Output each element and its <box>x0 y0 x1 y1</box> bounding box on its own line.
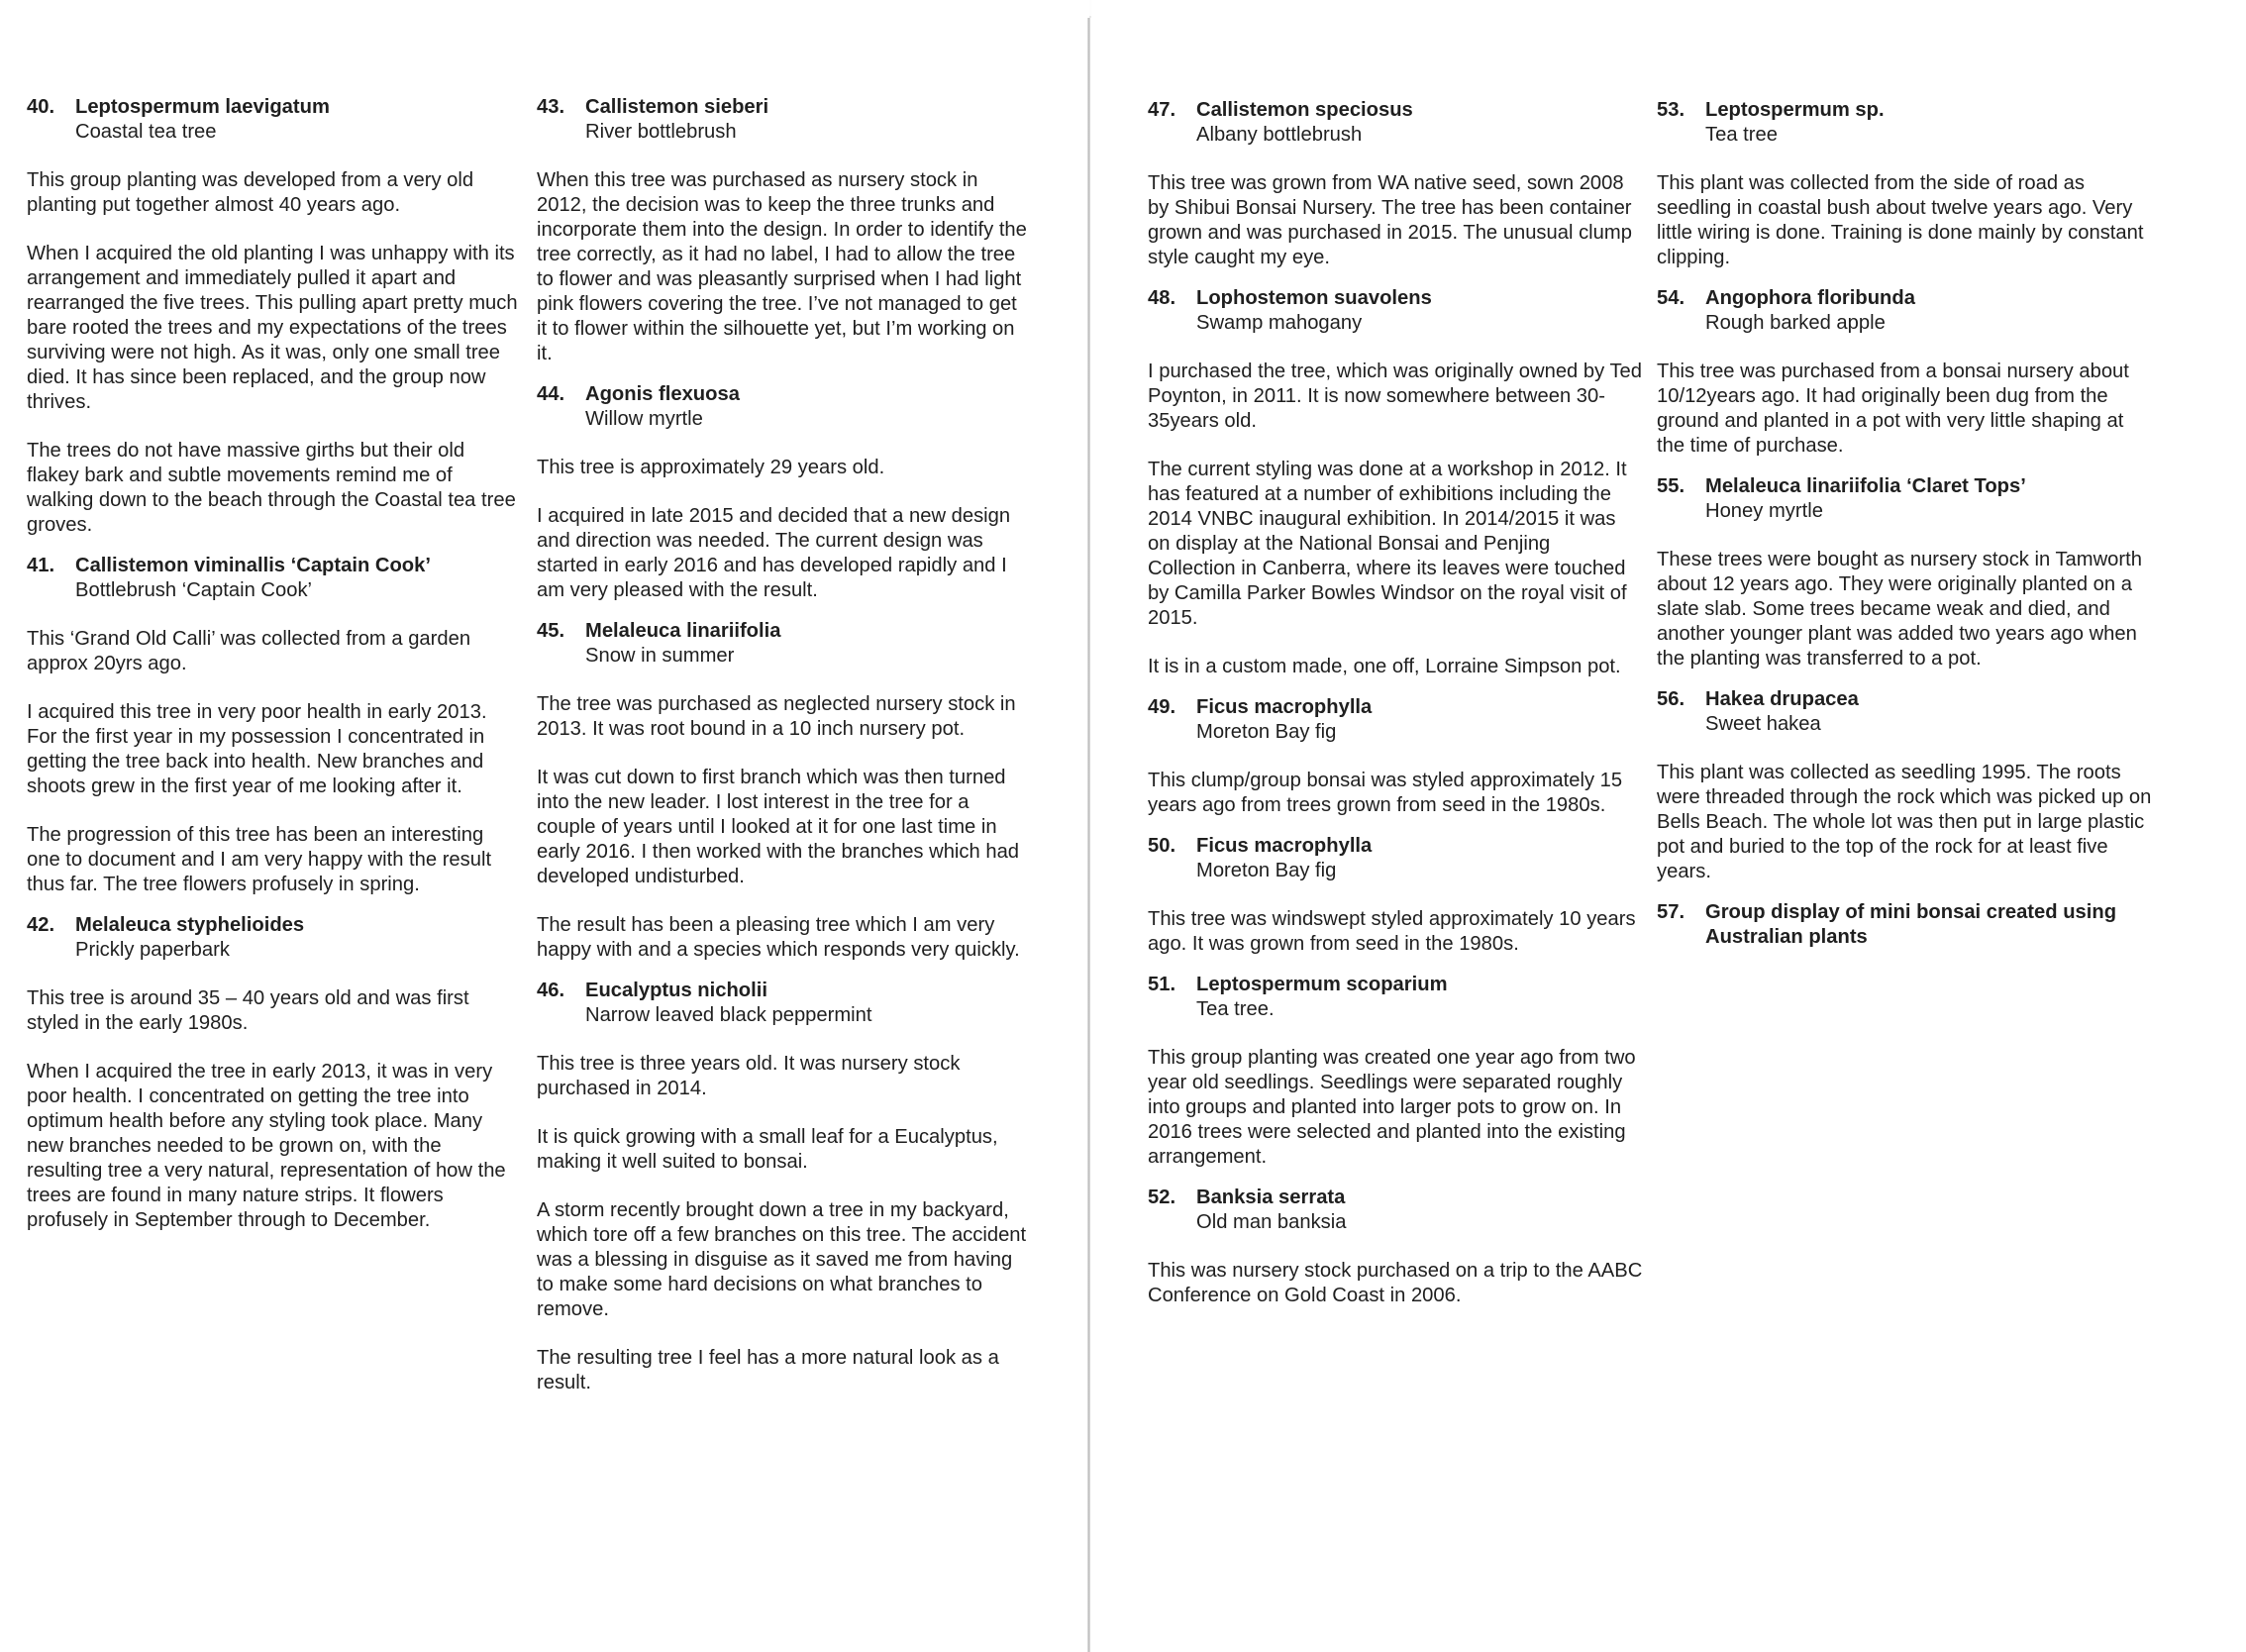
plant-entry <box>27 913 520 1233</box>
entry-number: 46. <box>537 980 565 1001</box>
common-name: Narrow leaved black peppermint <box>585 1004 872 1026</box>
common-name: Tea tree. <box>1196 998 1275 1020</box>
entry-heading <box>1148 1186 1643 1210</box>
entry-paragraph: This clump/group bonsai was styled approximately 15 years ago from trees grown from seed in the 1980s. <box>1148 770 1623 816</box>
entry-heading <box>27 913 520 938</box>
common-name: Prickly paperbark <box>75 939 230 961</box>
entry-paragraph: This tree is three years old. It was nursery stock purchased in 2014. <box>537 1053 961 1099</box>
entry-number: 42. <box>27 914 55 936</box>
entry-paragraph: This group planting was developed from a very old planting put together almost 40 years ago. <box>27 169 474 216</box>
plant-entry <box>537 619 1032 963</box>
scientific-name: Melaleuca styphelioides <box>75 914 305 936</box>
entry-paragraph: This tree was purchased from a bonsai nursery about 10/12years ago. It had originally been dug from the ground and planted in a pot with very little shaping at the time of purchase. <box>1657 361 2129 457</box>
entry-number: 49. <box>1148 696 1176 718</box>
entry-heading <box>27 554 520 578</box>
entry-heading <box>1148 286 1643 311</box>
scientific-name: Group display of mini bonsai created using Australian plants <box>1705 901 2117 948</box>
entry-number: 50. <box>1148 835 1176 857</box>
entry-number: 48. <box>1148 287 1176 309</box>
entry-paragraph: I purchased the tree, which was originally owned by Ted Poynton, in 2011. It is now somewhere between 30-35years old. <box>1148 361 1642 432</box>
plant-entry <box>1657 687 2152 884</box>
common-name: Honey myrtle <box>1705 500 1823 522</box>
entry-paragraph: This ‘Grand Old Calli’ was collected from a garden approx 20yrs ago. <box>27 628 471 674</box>
entry-paragraph: It is in a custom made, one off, Lorraine Simpson pot. <box>1148 656 1621 677</box>
plant-entry <box>537 979 1032 1395</box>
entry-number: 51. <box>1148 974 1176 995</box>
entry-paragraph: It was cut down to first branch which was then turned into the new leader. I lost interest in the tree for a couple of years until I looked at it for one last time in early 2016. I then worked with the branches which had developed undisturbed. <box>537 767 1020 887</box>
common-name: Moreton Bay fig <box>1196 721 1337 743</box>
scientific-name: Callistemon speciosus <box>1196 99 1413 121</box>
plant-entry <box>27 95 520 538</box>
entry-heading <box>1657 900 2152 950</box>
plant-entry <box>27 554 520 897</box>
entry-paragraph: The tree was purchased as neglected nursery stock in 2013. It was root bound in a 10 inch nursery pot. <box>537 693 1016 740</box>
scientific-name: Callistemon sieberi <box>585 96 769 118</box>
scientific-name: Angophora floribunda <box>1705 287 1915 309</box>
entry-paragraph: This plant was collected as seedling 1995. The roots were threaded through the rock which was picked up on Bells Beach. The whole lot was then put in large plastic pot and buried to the top of the rock for at least five years. <box>1657 762 2152 882</box>
entry-number: 40. <box>27 96 55 118</box>
entry-paragraph: The result has been a pleasing tree which I am very happy with and a species which responds very quickly. <box>537 914 1020 961</box>
entry-paragraph: This group planting was created one year ago from two year old seedlings. Seedlings were separated roughly into groups and planted into larger pots to grow on. In 2016 trees were selected and planted into the existing arrangement. <box>1148 1047 1636 1168</box>
entry-paragraph: The progression of this tree has been an interesting one to document and I am very happy with the result thus far. The tree flowers profusely in spring. <box>27 824 492 895</box>
left-column-1 <box>27 95 520 1249</box>
entry-paragraph: This tree is around 35 – 40 years old and was first styled in the early 1980s. <box>27 987 469 1034</box>
entry-heading <box>1148 834 1643 859</box>
entry-number: 53. <box>1657 99 1685 121</box>
plant-entry <box>1148 286 1643 679</box>
right-column-1 <box>1148 98 1643 1324</box>
entry-number: 56. <box>1657 688 1685 710</box>
entry-heading <box>1657 286 2152 311</box>
entry-paragraph: This tree was grown from WA native seed, sown 2008 by Shibui Bonsai Nursery. The tree has been container grown and was purchased in 2015. The unusual clump style caught my eye. <box>1148 172 1632 268</box>
right-column-2 <box>1657 98 2152 966</box>
entry-paragraph: This tree was windswept styled approximately 10 years ago. It was grown from seed in the 1980s. <box>1148 908 1636 955</box>
entry-paragraph: A storm recently brought down a tree in my backyard, which tore off a few branches on this tree. The accident was a blessing in disguise as it saved me from having to make some hard decisions on what branches to remove. <box>537 1199 1027 1320</box>
entry-paragraph: When this tree was purchased as nursery stock in 2012, the decision was to keep the three trunks and incorporate them into the design. In order to identify the tree correctly, as it had no label, I had to allow the tree to flower and was pleasantly surprised when I had light pink flowers covering the tree. I’ve not managed to get it to flower within the silhouette yet, but I’m working on it. <box>537 169 1027 364</box>
scientific-name: Eucalyptus nicholii <box>585 980 767 1001</box>
plant-entry <box>1657 98 2152 270</box>
entry-number: 52. <box>1148 1187 1176 1208</box>
entry-number: 41. <box>27 555 55 576</box>
entry-heading <box>537 95 1032 120</box>
common-name: Coastal tea tree <box>75 121 217 143</box>
plant-entry <box>1657 900 2152 950</box>
entry-heading <box>1148 98 1643 123</box>
entry-heading <box>27 95 520 120</box>
common-name: Bottlebrush ‘Captain Cook’ <box>75 579 313 601</box>
plant-entry <box>1657 474 2152 671</box>
entry-paragraph: It is quick growing with a small leaf for a Eucalyptus, making it well suited to bonsai. <box>537 1126 998 1173</box>
entry-number: 55. <box>1657 475 1685 497</box>
scientific-name: Ficus macrophylla <box>1196 835 1373 857</box>
entry-paragraph: This plant was collected from the side of road as seedling in coastal bush about twelve years ago. Very little wiring is done. Training is done mainly by constant clipping. <box>1657 172 2144 268</box>
plant-entry <box>1148 98 1643 270</box>
scientific-name: Agonis flexuosa <box>585 383 740 405</box>
entry-heading <box>1657 687 2152 712</box>
entry-heading <box>1148 973 1643 997</box>
common-name: Old man banksia <box>1196 1211 1347 1233</box>
entry-paragraph: These trees were bought as nursery stock in Tamworth about 12 years ago. They were originally planted on a slate slab. Some trees became weak and died, and another younger plant was added two years ago when the planting was transferred to a pot. <box>1657 549 2142 670</box>
scientific-name: Lophostemon suavolens <box>1196 287 1432 309</box>
entry-paragraph: The trees do not have massive girths but their old flakey bark and subtle movements remind me of walking down to the beach through the Coastal tea tree groves. <box>27 440 516 536</box>
entry-number: 54. <box>1657 287 1685 309</box>
common-name: Moreton Bay fig <box>1196 860 1337 881</box>
entry-paragraph: When I acquired the old planting I was unhappy with its arrangement and immediately pulled it apart and rearranged the five trees. This pulling apart pretty much bare rooted the trees and my expectations of the trees surviving were not high. As it was, only one small tree died. It has since been replaced, and the group now thrives. <box>27 243 518 413</box>
plant-entry <box>1148 695 1643 818</box>
common-name: Willow myrtle <box>585 408 703 430</box>
scientific-name: Banksia serrata <box>1196 1187 1346 1208</box>
entry-paragraph: The resulting tree I feel has a more natural look as a result. <box>537 1347 999 1394</box>
common-name: Tea tree <box>1705 124 1778 146</box>
plant-entry <box>1148 973 1643 1170</box>
left-column-2 <box>537 95 1032 1411</box>
scientific-name: Leptospermum sp. <box>1705 99 1885 121</box>
entry-paragraph: The current styling was done at a workshop in 2012. It has featured at a number of exhibitions including the 2014 VNBC inaugural exhibition. In 2014/2015 it was on display at the National Bonsai and Penjing Collection in Canberra, where its leaves were touched by Camilla Parker Bowles Windsor on the royal visit of 2015. <box>1148 459 1627 629</box>
common-name: Sweet hakea <box>1705 713 1821 735</box>
page-gutter <box>1087 18 1090 1652</box>
scientific-name: Melaleuca linariifolia <box>585 620 781 642</box>
plant-entry <box>537 382 1032 603</box>
entry-heading <box>1148 695 1643 720</box>
entry-heading <box>537 382 1032 407</box>
entry-number: 57. <box>1657 901 1685 923</box>
common-name: Rough barked apple <box>1705 312 1886 334</box>
common-name: Albany bottlebrush <box>1196 124 1363 146</box>
scientific-name: Hakea drupacea <box>1705 688 1859 710</box>
entry-number: 47. <box>1148 99 1176 121</box>
entry-heading <box>537 979 1032 1003</box>
entry-paragraph: This was nursery stock purchased on a trip to the AABC Conference on Gold Coast in 2006. <box>1148 1260 1643 1306</box>
entry-paragraph: I acquired this tree in very poor health in early 2013. For the first year in my possession I concentrated in getting the tree back into health. New branches and shoots grew in the first year of me looking after it. <box>27 701 487 797</box>
entry-number: 45. <box>537 620 565 642</box>
common-name: River bottlebrush <box>585 121 737 143</box>
entry-number: 44. <box>537 383 565 405</box>
scientific-name: Melaleuca linariifolia ‘Claret Tops’ <box>1705 475 2026 497</box>
scientific-name: Leptospermum scoparium <box>1196 974 1448 995</box>
scientific-name: Ficus macrophylla <box>1196 696 1373 718</box>
entry-paragraph: This tree is approximately 29 years old. <box>537 457 885 478</box>
entry-paragraph: When I acquired the tree in early 2013, it was in very poor health. I concentrated on getting the tree into optimum health before any styling took place. Many new branches needed to be grown on, with the resulting tree a very natural, representation of how the trees are found in many nature strips. It flowers profusely in September through to December. <box>27 1061 506 1231</box>
plant-entry <box>1148 1186 1643 1308</box>
plant-entry <box>1657 286 2152 459</box>
entry-heading <box>1657 474 2152 499</box>
entry-heading <box>1657 98 2152 123</box>
entry-number: 43. <box>537 96 565 118</box>
entry-paragraph: I acquired in late 2015 and decided that a new design and direction was needed. The current design was started in early 2016 and has developed rapidly and I am very pleased with the result. <box>537 505 1011 601</box>
common-name: Swamp mahogany <box>1196 312 1363 334</box>
common-name: Snow in summer <box>585 645 735 667</box>
entry-heading <box>537 619 1032 644</box>
plant-entry <box>537 95 1032 366</box>
plant-entry <box>1148 834 1643 957</box>
scientific-name: Callistemon viminallis ‘Captain Cook’ <box>75 555 431 576</box>
scientific-name: Leptospermum laevigatum <box>75 96 330 118</box>
